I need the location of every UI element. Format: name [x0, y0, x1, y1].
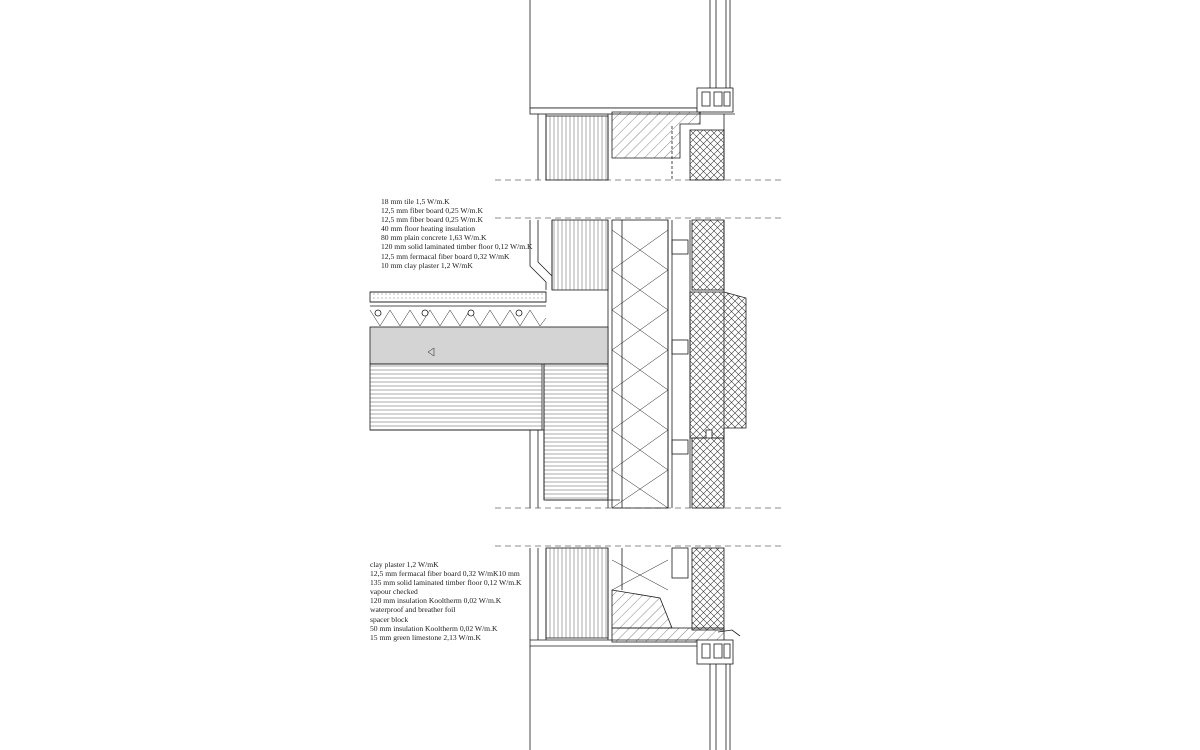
- upper-wall-section: [495, 0, 785, 180]
- floor-layer-label: 12,5 mm fiber board 0,25 W/m.K: [381, 215, 483, 225]
- floor-layer-label: 12,5 mm fiber board 0,25 W/m.K: [381, 206, 483, 216]
- floor-layer-label: 40 mm floor heating insulation: [381, 224, 476, 234]
- wall-layer-label: 50 mm insulation Kooltherm 0,02 W/m.K: [370, 623, 498, 633]
- wall-layer-label: 135 mm solid laminated timber floor 0,12 W/m.K: [370, 578, 522, 588]
- floor-layer-label: 18 mm tile 1,5 W/m.K: [381, 197, 450, 206]
- floor-build-up-labels: [381, 197, 533, 270]
- floor-layer-label: 10 mm clay plaster 1,2 W/mK: [381, 260, 473, 270]
- lower-wall-section: [495, 546, 785, 750]
- wall-layer-label: spacer block: [370, 614, 409, 624]
- floor-layer-label: 12,5 mm fermacal fiber board 0,32 W/mK: [381, 251, 510, 261]
- wall-layer-label: vapour checked: [370, 587, 418, 597]
- wall-layer-label: waterproof and breather foil: [370, 605, 456, 615]
- wall-layer-label: 15 mm green limestone 2,13 W/m.K: [370, 632, 482, 642]
- wall-layer-label: 12,5 mm fermacal fiber board 0,32 W/mK10 mm: [370, 569, 520, 579]
- wall-layer-label: 120 mm insulation Kooltherm 0,02 W/m.K: [370, 596, 502, 606]
- wall-build-up-labels: [370, 560, 522, 642]
- floor-layer-label: 80 mm plain concrete 1,63 W/m.K: [381, 233, 487, 243]
- wall-layer-label: clay plaster 1,2 W/mK: [370, 560, 439, 569]
- floor-layer-label: 120 mm solid laminated timber floor 0,12 W/m.K: [381, 242, 533, 252]
